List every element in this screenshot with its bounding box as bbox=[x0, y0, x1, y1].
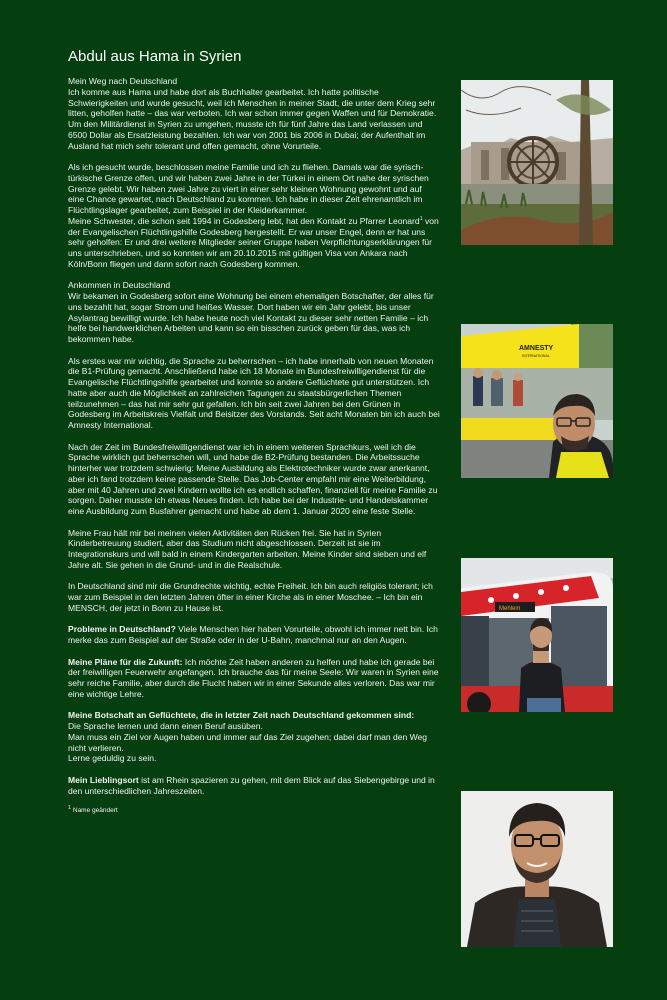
section-lieblingsort bbox=[68, 775, 440, 797]
paragraph: Meine Frau hält mir bei meinen vielen Aktivitäten den Rücken frei. Sie hat in Syrien Kinderbetreuung studiert, aber das Studium nicht abgeschlossen. Derzeit ist sie im Integrationskurs und will bald in einem Kindergarten arbeiten. Meine Kinder sind sieben und elf Jahre alt. Sie gehen in die Grund- und in die Realschule. bbox=[68, 527, 427, 570]
paragraph-text: von der Evangelischen Flüchtlingshilfe Godesberg hergestellt. Er war unser Engel, denn er hat uns sehr geholfen: Er und drei weitere Mitglieder seiner Gruppe haben Verpflichtungserklärungen für uns unterschrieben, und so konnten wir am 20.10.2015 mit gültigen Visa von Ankara nach Köln/Bonn fliegen und dann sofort nach Godesberg kommen. bbox=[68, 215, 439, 269]
section-label-lieblingsort: Mein Lieblingsort bbox=[68, 774, 139, 785]
section-botschaft bbox=[68, 710, 440, 764]
section-heading-ankommen: Ankommen in Deutschland bbox=[68, 280, 171, 291]
footnote-number: 1 bbox=[68, 804, 72, 811]
paragraph: Nach der Zeit im Bundesfreiwilligendienst war ich in einem weiteren Sprachkurs, weil ich die Sprache wirklich gut beherrschen will, und habe die B2-Prüfung bestanden. Die Arbeitssuche hinterher war trotzdem schwierig: Meine Ausbildung als Elektrotechniker wurde zwar anerkannt, aber ich fand trotzdem keine passende Stelle. Das Job-Center empfahl mir eine Weiterbildung, aber mit 40 Jahren und zwei Kindern wollte ich es endlich schaffen, finanziell für meine Familie zu sorgen. Daher musste ich etwas Neues finden. Ich habe bei der Industrie- und Handelskammer eine Ausbildung zum Busfahrer gemacht und habe ab dem 1. Januar 2020 eine feste Stelle. bbox=[68, 441, 438, 516]
paragraph-text: Ich möchte Zeit haben anderen zu helfen und habe ich gerade bei der freiwilligen Feuerwehr angefangen. Ich brauche das für meine Seele: Wir waren in Syrien eine sehr reiche Familie, aber durch die Flucht haben wir in einer Sekunde alles verloren. Das war mir eine wichtige Lehre. bbox=[68, 656, 439, 699]
page-title: Abdul aus Hama in Syrien bbox=[68, 48, 242, 65]
message-line: Die Sprache lernen und dann einen Beruf ausüben. bbox=[68, 721, 263, 731]
section-heading-weg: Mein Weg nach Deutschland bbox=[68, 76, 178, 86]
paragraph-text: Meine Schwester, die schon seit 1994 in Godesberg lebt, hat den Kontakt zu Pfarrer Leonard bbox=[68, 215, 420, 226]
message-line: Lerne geduldig zu sein. bbox=[68, 753, 157, 764]
footnote-text: Name geändert bbox=[71, 807, 118, 814]
paragraph: Wir bekamen in Godesberg sofort eine Wohnung bei einem ehemaligen Botschafter, der alles für uns bezahlt hat, sogar Strom und heißes Wasser. Dort haben wir ein Jahr gelebt, bis unser Asylantrag bewilligt wurde. Ich habe heute noch viel Kontakt zu dieser sehr netten Familie – ich helfe bei handwerklichen Arbeiten und kann so ein bisschen zurück geben für das, was ich bekommen habe. bbox=[68, 291, 434, 344]
paragraph-text: ist am Rhein spazieren zu gehen, mit dem Blick auf das Siebengebirge und in den unterschiedlichen Jahreszeiten. bbox=[68, 774, 435, 796]
paragraph bbox=[68, 216, 440, 270]
paragraph: In Deutschland sind mir die Grundrechte wichtig, echte Freiheit. Ich bin auch religiös tolerant; ich war zum Beispiel in den letzten Jahren öfter in einer Kirche als in einer Moschee. – Ich bin ein MENSCH, der jetzt in Bonn zu Hause ist. bbox=[68, 581, 433, 613]
section-label-botschaft: Meine Botschaft an Geflüchtete, die in letzter Zeit nach Deutschland gekommen sind: bbox=[68, 710, 415, 721]
water-wheel-image bbox=[461, 80, 613, 245]
amnesty-sub: INTERNATIONAL bbox=[522, 354, 550, 358]
paragraph: Ich komme aus Hama und habe dort als Buchhalter gearbeitet. Ich hatte politische Schwierigkeiten und wurde gesucht, weil ich Menschen in meiner Stadt, die unter dem Krieg sehr litten, geholfen hatte – das war verboten. Ich war schon immer gegen Waffen und für Demokratie. Um den Militärdienst in Syrien zu umgehen, musste ich für fünf Jahre das Land verlassen und 6500 Dollar als Ersatzleistung bezahlen. Ich war von 2001 bis 2006 in Dubai; der Aufenthalt im Ausland hat mich sehr tolerant und offen gemacht, ohne Vorurteile. bbox=[68, 86, 437, 151]
paragraph: Als ich gesucht wurde, beschlossen meine Familie und ich zu fliehen. Damals war die syrisch-türkische Grenze offen, und wir haben zwei Jahre in der Türkei in einem Ort nahe der syrischen Grenze gelebt. Wir haben zwei Jahre zu viert in einer sehr kleinen Wohnung gewohnt und auf eine Chance gewartet, nach Deutschland zu kommen. Ich habe in dieser Zeit ehrenamtlich im Flüchtlingslager gearbeitet, zum Beispiel in der Kleiderkammer. bbox=[68, 162, 429, 215]
amnesty-sign: AMNESTY bbox=[519, 345, 554, 352]
section-probleme bbox=[68, 624, 440, 646]
photo-amnesty-stand bbox=[461, 324, 613, 478]
photo-hama-water-wheel bbox=[461, 80, 613, 245]
section-plaene bbox=[68, 657, 440, 700]
section-label-probleme: Probleme in Deutschland? bbox=[68, 624, 176, 635]
article-body bbox=[68, 76, 440, 815]
bus-destination-sign: Mehlem bbox=[499, 606, 521, 612]
bus-driver-image bbox=[461, 558, 613, 712]
paragraph: Als erstes war mir wichtig, die Sprache zu beherrschen – ich habe innerhalb von neuen Monaten die B1-Prüfung gemacht. Anschließend habe ich 18 Monate im Bundesfreiwilligendienst für die Evangelische Flüchtlingshilfe gearbeitet und konnte so andere Geflüchtete gut unterstützen. Ich hatte aber auch die Möglichkeit an zahlreichen Tagungen zu staatsbürgerlichen Themen teilzunehmen – das hat mir sehr gut gefallen. Ich bin seit zwei Jahren bei den Grünen in Godesberg im Arbeitskreis Vielfalt und Beisitzer des Vorstands. Seit acht Monaten bin ich auch bei Amnesty International. bbox=[68, 355, 440, 430]
section-label-plaene: Meine Pläne für die Zukunft: bbox=[68, 656, 183, 667]
photo-portrait bbox=[461, 791, 613, 947]
footnote-marker: 1 bbox=[419, 215, 423, 222]
section-ankommen bbox=[68, 280, 440, 345]
paragraph-text: Viele Menschen hier haben Vorurteile, obwohl ich immer nett bin. Ich merke das zum Beispiel auf der Straße oder in der U-Bahn, manchmal nur an den Augen. bbox=[68, 624, 438, 645]
footnote bbox=[68, 804, 440, 815]
message-line: Man muss ein Ziel vor Augen haben und immer auf das Ziel zugehen; dabei darf man den Weg nicht verlieren. bbox=[68, 731, 428, 753]
amnesty-stand-image bbox=[461, 324, 613, 478]
portrait-image bbox=[461, 791, 613, 947]
section-weg bbox=[68, 76, 440, 151]
photo-bus-driver bbox=[461, 558, 613, 712]
